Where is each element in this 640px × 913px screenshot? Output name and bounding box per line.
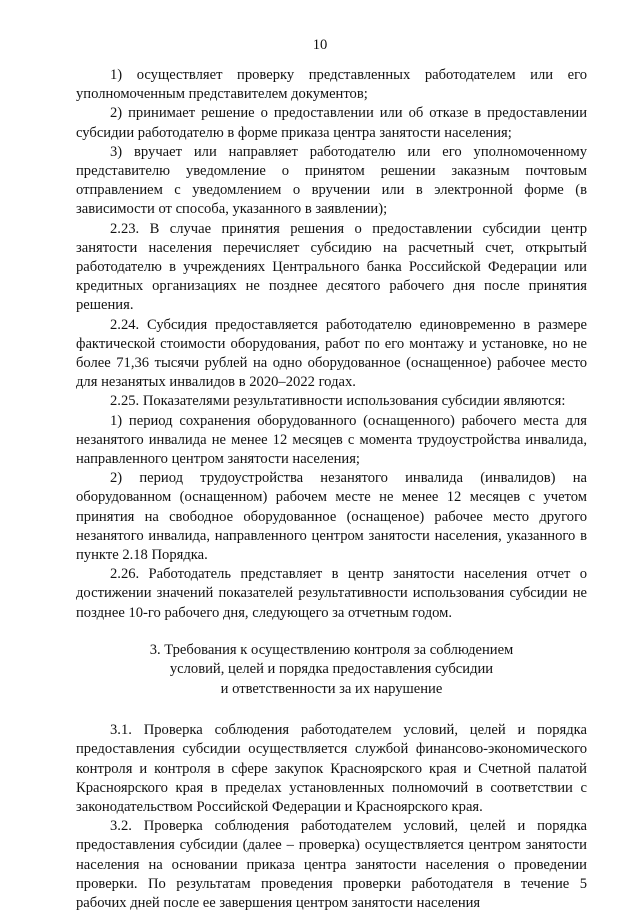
paragraph-item-1: 1) осуществляет проверку представленных работодателем или его уполномоченным представителем документов; (76, 67, 587, 103)
paragraph-item-3: 3) вручает или направляет работодателю или его уполномоченному представителю уведомление о принятом решении заказным почтовым отправлением с уведомлением о вручении или в электронной форме (в зависимости от способа, указанного в заявлении); (76, 143, 587, 218)
section-heading-line-3: и ответственности за их нарушение (220, 680, 443, 697)
paragraph-3-2: 3.2. Проверка соблюдения работодателем условий, целей и порядка предоставления субсидии (далее – проверка) осуществляется центром занятости населения на основании приказа центра занятости населения о проведении проверки. По результатам проведения проверки работодателя в течение 5 рабочих дней после ее завершения центром занятости населения (76, 818, 587, 911)
document-body (76, 66, 587, 913)
paragraph-3-1: 3.1. Проверка соблюдения работодателем условий, целей и порядка предоставления субсидии осуществляется службой финансово-экономического контроля и контроля в сфере закупок Красноярского края и Счетной палатой Красноярского края в пределах установленных полномочий в соответствии с законодательством Российской Федерации и Красноярского края. (76, 722, 587, 815)
paragraph-item-2: 2) принимает решение о предоставлении или об отказе в предоставлении субсидии работодателю в форме приказа центра занятости населения; (76, 105, 587, 141)
section-heading-line-2: условий, целей и порядка предоставления субсидии (169, 661, 494, 678)
paragraph-indicator-1: 1) период сохранения оборудованного (оснащенного) рабочего места для незанятого инвалида не менее 12 месяцев с момента трудоустройства инвалида, направленного центром занятости населения; (76, 412, 587, 468)
page-number: 10 (312, 37, 328, 53)
paragraph-2-24: 2.24. Субсидия предоставляется работодателю единовременно в размере фактической стоимости оборудования, работ по его монтажу и установке, но не более 71,36 тысячи рублей на одно оборудованное (оснащенное) рабочее место для незанятых инвалидов в 2020–2022 годах. (76, 316, 587, 391)
section-heading-line-1: 3. Требования к осуществлению контроля за соблюдением (149, 641, 514, 658)
section-heading (76, 641, 587, 699)
paragraph-2-26: 2.26. Работодатель представляет в центр занятости населения отчет о достижении значений показателей результативности использования субсидии не позднее 10-го рабочего дня, следующего за отчетным годом. (76, 566, 587, 621)
paragraph-2-25: 2.25. Показателями результативности использования субсидии являются: (110, 393, 566, 410)
paragraph-2-23: 2.23. В случае принятия решения о предоставлении субсидии центр занятости населения перечисляет субсидию на расчетный счет, открытый работодателю в учреждениях Центрального банка Российской Федерации или кредитных организациях не позднее десятого рабочего дня после принятия решения. (76, 220, 587, 314)
paragraph-indicator-2: 2) период трудоустройства незанятого инвалида (инвалидов) на оборудованном (оснащенном) рабочем месте не менее 12 месяцев с учетом принятия на свободное оборудованное (оснащеное) рабочее место другого незанятого инвалида, направленного центром занятости населения, указанного в пункте 2.18 Порядка. (76, 470, 587, 564)
